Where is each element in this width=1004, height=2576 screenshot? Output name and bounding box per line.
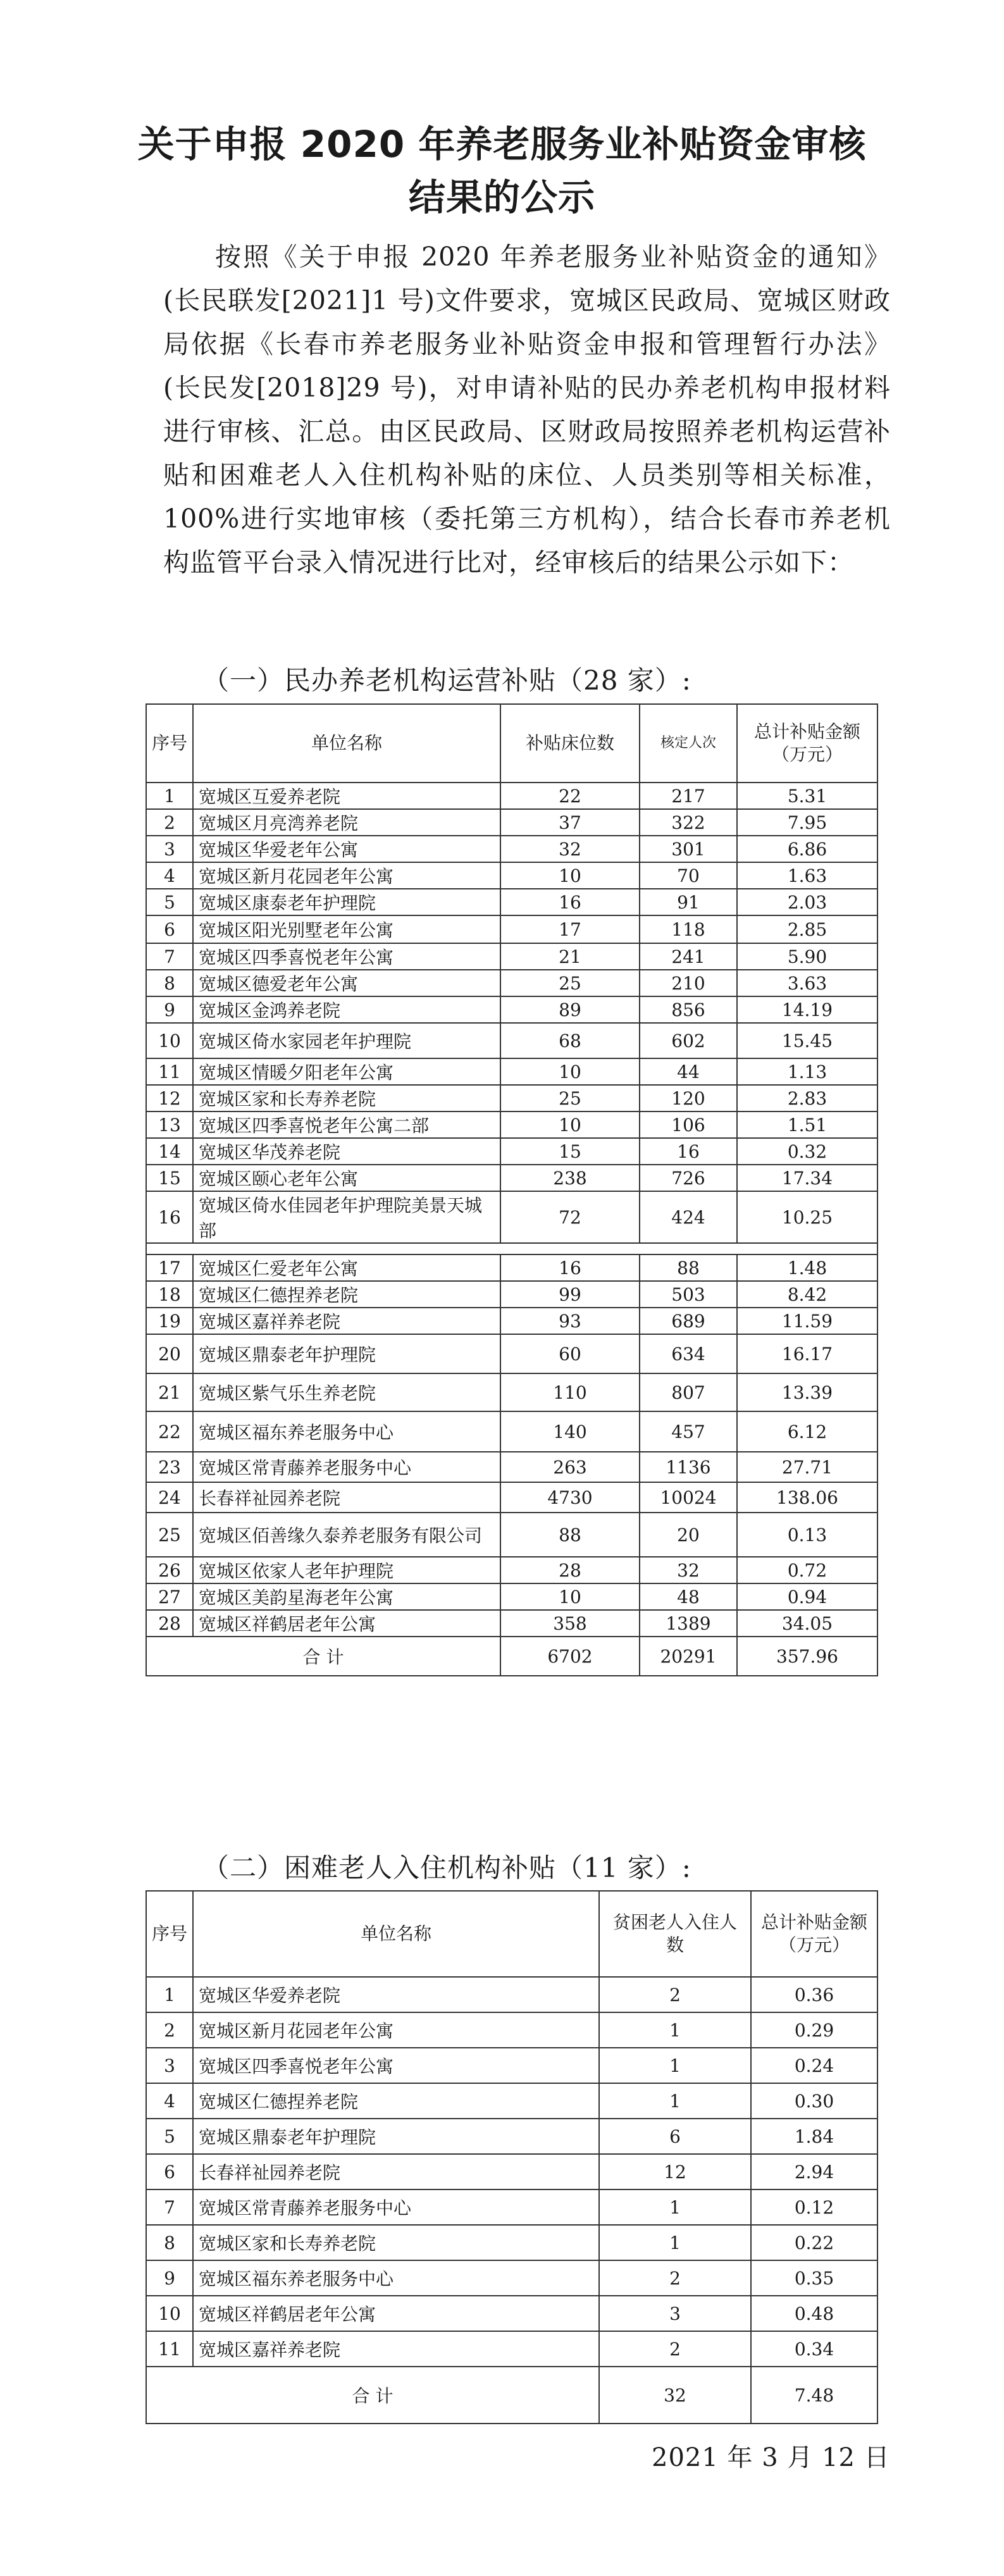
cell-unit-name: 宽城区德爱老年公寓 xyxy=(193,970,500,996)
cell-subsidized-beds: 99 xyxy=(500,1281,640,1308)
cell-approved-person-times: 44 xyxy=(640,1058,737,1085)
header-total-subsidy-amount: 总计补贴金额（万元） xyxy=(737,704,877,783)
cell-subsidized-beds: 110 xyxy=(500,1373,640,1411)
cell-poor-elderly-count: 1 xyxy=(599,2225,751,2260)
cell-unit-name: 宽城区颐心老年公寓 xyxy=(193,1165,500,1191)
cell-unit-name: 宽城区金鸿养老院 xyxy=(193,996,500,1023)
cell-total-subsidy-amount: 0.36 xyxy=(751,1977,877,2012)
total-approved-person-times: 20291 xyxy=(640,1637,737,1676)
table-row xyxy=(146,1373,877,1411)
cell-total-subsidy-amount: 0.12 xyxy=(751,2189,877,2225)
cell-total-subsidy-amount: 0.34 xyxy=(751,2331,877,2367)
cell-serial-no: 9 xyxy=(146,996,193,1023)
cell-subsidized-beds: 10 xyxy=(500,1058,640,1085)
cell-total-subsidy-amount: 0.13 xyxy=(737,1513,877,1557)
table-row xyxy=(146,1085,877,1112)
cell-total-subsidy-amount: 0.24 xyxy=(751,2048,877,2083)
cell-unit-name: 宽城区互爱养老院 xyxy=(193,783,500,809)
table-row xyxy=(146,2048,877,2083)
cell-subsidized-beds: 28 xyxy=(500,1557,640,1583)
cell-total-subsidy-amount: 14.19 xyxy=(737,996,877,1023)
table-row xyxy=(146,2083,877,2119)
table-row xyxy=(146,970,877,996)
cell-serial-no: 13 xyxy=(146,1112,193,1138)
document-title-line-1: 关于申报 2020 年养老服务业补贴资金审核 xyxy=(137,123,867,166)
table-row xyxy=(146,2225,877,2260)
cell-unit-name: 宽城区福东养老服务中心 xyxy=(193,1411,500,1452)
cell-unit-name: 宽城区仁爱老年公寓 xyxy=(193,1254,500,1281)
cell-approved-person-times: 32 xyxy=(640,1557,737,1583)
table-row xyxy=(146,1138,877,1165)
section-1-heading: （一）民办养老机构运营补贴（28 家）: xyxy=(202,665,691,696)
cell-subsidized-beds: 89 xyxy=(500,996,640,1023)
cell-subsidized-beds: 93 xyxy=(500,1308,640,1334)
header-unit-name: 单位名称 xyxy=(193,704,500,783)
cell-total-subsidy-amount: 0.94 xyxy=(737,1583,877,1610)
cell-unit-name: 宽城区新月花园老年公寓 xyxy=(193,862,500,889)
cell-approved-person-times: 88 xyxy=(640,1254,737,1281)
cell-total-subsidy-amount: 1.13 xyxy=(737,1058,877,1085)
table-header-row xyxy=(146,1891,877,1977)
cell-approved-person-times: 20 xyxy=(640,1513,737,1557)
cell-unit-name: 宽城区嘉祥养老院 xyxy=(193,2331,599,2367)
cell-serial-no: 16 xyxy=(146,1191,193,1243)
cell-subsidized-beds: 10 xyxy=(500,1583,640,1610)
cell-total-subsidy-amount: 0.35 xyxy=(751,2260,877,2296)
cell-total-subsidy-amount: 27.71 xyxy=(737,1452,877,1482)
cell-approved-person-times: 689 xyxy=(640,1308,737,1334)
table-row xyxy=(146,1281,877,1308)
header-unit-name: 单位名称 xyxy=(193,1891,599,1977)
cell-serial-no: 4 xyxy=(146,862,193,889)
cell-serial-no: 11 xyxy=(146,1058,193,1085)
header-total-subsidy-amount: 总计补贴金额（万元） xyxy=(751,1891,877,1977)
table-row xyxy=(146,1058,877,1085)
cell-approved-person-times: 91 xyxy=(640,889,737,915)
cell-total-subsidy-amount: 2.83 xyxy=(737,1085,877,1112)
cell-unit-name: 宽城区情暖夕阳老年公寓 xyxy=(193,1058,500,1085)
cell-subsidized-beds: 22 xyxy=(500,783,640,809)
cell-serial-no: 28 xyxy=(146,1610,193,1637)
table-row xyxy=(146,1977,877,2012)
cell-serial-no: 8 xyxy=(146,970,193,996)
cell-total-subsidy-amount: 17.34 xyxy=(737,1165,877,1191)
intro-paragraph: 按照《关于申报 2020 年养老服务业补贴资金的通知》(长民联发[2021]1 号)文件要求，宽城区民政局、宽城区财政局依据《长春市养老服务业补贴资金申报和管理暂行办法》(长民发[2018]29 号)，对申请补贴的民办养老机构申报材料进行审核、汇总。由区民政局、区财政局按照养老机构运营补贴和困难老人入住机构补贴的床位、人员类别等相关标准，100%进行实地审核（委托第三方机构），结合长春市养老机构监管平台录入情况进行比对，经审核后的结果公示如下： xyxy=(163,242,891,578)
cell-total-subsidy-amount: 3.63 xyxy=(737,970,877,996)
cell-serial-no: 8 xyxy=(146,2225,193,2260)
total-subsidy-amount: 357.96 xyxy=(737,1637,877,1676)
table-row xyxy=(146,862,877,889)
header-serial-no: 序号 xyxy=(146,1891,193,1977)
cell-approved-person-times: 241 xyxy=(640,943,737,970)
cell-total-subsidy-amount: 7.95 xyxy=(737,809,877,836)
operating-subsidy-table xyxy=(146,703,878,1676)
cell-approved-person-times: 70 xyxy=(640,862,737,889)
cell-total-subsidy-amount: 0.29 xyxy=(751,2012,877,2048)
document-title-line-2: 结果的公示 xyxy=(408,176,595,219)
cell-total-subsidy-amount: 5.90 xyxy=(737,943,877,970)
section-2-heading: （二）困难老人入住机构补贴（11 家）: xyxy=(202,1852,691,1883)
cell-serial-no: 1 xyxy=(146,783,193,809)
cell-poor-elderly-count: 1 xyxy=(599,2083,751,2119)
total-subsidized-beds: 6702 xyxy=(500,1637,640,1676)
table-row xyxy=(146,915,877,943)
cell-subsidized-beds: 25 xyxy=(500,1085,640,1112)
cell-poor-elderly-count: 2 xyxy=(599,2260,751,2296)
cell-subsidized-beds: 16 xyxy=(500,1254,640,1281)
cell-approved-person-times: 503 xyxy=(640,1281,737,1308)
table-row xyxy=(146,1583,877,1610)
cell-total-subsidy-amount: 6.86 xyxy=(737,836,877,862)
cell-total-subsidy-amount: 1.84 xyxy=(751,2119,877,2154)
cell-serial-no: 10 xyxy=(146,1023,193,1058)
cell-approved-person-times: 322 xyxy=(640,809,737,836)
cell-unit-name: 宽城区佰善缘久泰养老服务有限公司 xyxy=(193,1513,500,1557)
cell-approved-person-times: 301 xyxy=(640,836,737,862)
total-label: 合 计 xyxy=(146,1637,500,1676)
cell-approved-person-times: 602 xyxy=(640,1023,737,1058)
cell-serial-no: 9 xyxy=(146,2260,193,2296)
table-row xyxy=(146,1513,877,1557)
cell-unit-name: 长春祥祉园养老院 xyxy=(193,2154,599,2189)
cell-subsidized-beds: 17 xyxy=(500,915,640,943)
cell-subsidized-beds: 358 xyxy=(500,1610,640,1637)
cell-serial-no: 17 xyxy=(146,1254,193,1281)
total-label: 合 计 xyxy=(146,2367,599,2424)
cell-total-subsidy-amount: 0.32 xyxy=(737,1138,877,1165)
cell-total-subsidy-amount: 1.48 xyxy=(737,1254,877,1281)
cell-serial-no: 12 xyxy=(146,1085,193,1112)
cell-total-subsidy-amount: 0.30 xyxy=(751,2083,877,2119)
cell-serial-no: 26 xyxy=(146,1557,193,1583)
cell-approved-person-times: 634 xyxy=(640,1334,737,1373)
cell-subsidized-beds: 4730 xyxy=(500,1482,640,1513)
cell-poor-elderly-count: 6 xyxy=(599,2119,751,2154)
cell-serial-no: 11 xyxy=(146,2331,193,2367)
table-row xyxy=(146,1411,877,1452)
cell-total-subsidy-amount: 10.25 xyxy=(737,1191,877,1243)
cell-subsidized-beds: 60 xyxy=(500,1334,640,1373)
cell-approved-person-times: 217 xyxy=(640,783,737,809)
cell-unit-name: 宽城区新月花园老年公寓 xyxy=(193,2012,599,2048)
cell-unit-name: 宽城区华爱养老院 xyxy=(193,1977,599,2012)
cell-serial-no: 14 xyxy=(146,1138,193,1165)
cell-approved-person-times: 424 xyxy=(640,1191,737,1243)
table-row xyxy=(146,2012,877,2048)
cell-subsidized-beds: 37 xyxy=(500,809,640,836)
cell-subsidized-beds: 32 xyxy=(500,836,640,862)
cell-approved-person-times: 1136 xyxy=(640,1452,737,1482)
publication-date: 2021 年 3 月 12 日 xyxy=(652,2443,890,2472)
total-subsidy-amount: 7.48 xyxy=(751,2367,877,2424)
cell-unit-name: 宽城区阳光别墅老年公寓 xyxy=(193,915,500,943)
header-poor-elderly-count: 贫困老人入住人数 xyxy=(599,1891,751,1977)
cell-total-subsidy-amount: 16.17 xyxy=(737,1334,877,1373)
cell-approved-person-times: 726 xyxy=(640,1165,737,1191)
cell-approved-person-times: 120 xyxy=(640,1085,737,1112)
cell-poor-elderly-count: 1 xyxy=(599,2189,751,2225)
cell-unit-name: 宽城区月亮湾养老院 xyxy=(193,809,500,836)
cell-subsidized-beds: 21 xyxy=(500,943,640,970)
cell-approved-person-times: 48 xyxy=(640,1583,737,1610)
cell-serial-no: 5 xyxy=(146,2119,193,2154)
cell-unit-name: 宽城区祥鹤居老年公寓 xyxy=(193,2296,599,2331)
cell-approved-person-times: 210 xyxy=(640,970,737,996)
cell-serial-no: 2 xyxy=(146,2012,193,2048)
table-row xyxy=(146,1610,877,1637)
table-row xyxy=(146,889,877,915)
cell-unit-name: 宽城区鼎泰老年护理院 xyxy=(193,1334,500,1373)
cell-serial-no: 22 xyxy=(146,1411,193,1452)
poor-elderly-subsidy-table xyxy=(146,1890,878,2424)
table-row xyxy=(146,943,877,970)
cell-serial-no: 3 xyxy=(146,836,193,862)
cell-unit-name: 宽城区常青藤养老服务中心 xyxy=(193,1452,500,1482)
cell-serial-no: 19 xyxy=(146,1308,193,1334)
cell-total-subsidy-amount: 0.72 xyxy=(737,1557,877,1583)
table-row xyxy=(146,1191,877,1243)
cell-unit-name: 宽城区倚水家园老年护理院 xyxy=(193,1023,500,1058)
cell-serial-no: 6 xyxy=(146,2154,193,2189)
cell-total-subsidy-amount: 138.06 xyxy=(737,1482,877,1513)
cell-unit-name: 宽城区仁德捏养老院 xyxy=(193,2083,599,2119)
cell-poor-elderly-count: 1 xyxy=(599,2012,751,2048)
table-row xyxy=(146,2296,877,2331)
cell-serial-no: 1 xyxy=(146,1977,193,2012)
table-row xyxy=(146,1112,877,1138)
header-serial-no: 序号 xyxy=(146,704,193,783)
cell-poor-elderly-count: 1 xyxy=(599,2048,751,2083)
table-row xyxy=(146,996,877,1023)
cell-serial-no: 5 xyxy=(146,889,193,915)
table-gap-row xyxy=(146,1243,877,1254)
cell-unit-name: 宽城区倚水佳园老年护理院美景天城部 xyxy=(193,1191,500,1243)
cell-total-subsidy-amount: 8.42 xyxy=(737,1281,877,1308)
cell-serial-no: 24 xyxy=(146,1482,193,1513)
cell-subsidized-beds: 68 xyxy=(500,1023,640,1058)
cell-subsidized-beds: 15 xyxy=(500,1138,640,1165)
cell-subsidized-beds: 72 xyxy=(500,1191,640,1243)
cell-unit-name: 宽城区嘉祥养老院 xyxy=(193,1308,500,1334)
table-row xyxy=(146,836,877,862)
cell-unit-name: 宽城区祥鹤居老年公寓 xyxy=(193,1610,500,1637)
cell-unit-name: 宽城区家和长寿养老院 xyxy=(193,2225,599,2260)
cell-total-subsidy-amount: 1.63 xyxy=(737,862,877,889)
cell-subsidized-beds: 238 xyxy=(500,1165,640,1191)
cell-unit-name: 宽城区常青藤养老服务中心 xyxy=(193,2189,599,2225)
cell-poor-elderly-count: 2 xyxy=(599,2331,751,2367)
cell-total-subsidy-amount: 0.22 xyxy=(751,2225,877,2260)
cell-total-subsidy-amount: 6.12 xyxy=(737,1411,877,1452)
cell-subsidized-beds: 88 xyxy=(500,1513,640,1557)
table-row xyxy=(146,1254,877,1281)
cell-unit-name: 宽城区福东养老服务中心 xyxy=(193,2260,599,2296)
cell-serial-no: 10 xyxy=(146,2296,193,2331)
total-row xyxy=(146,1637,877,1676)
cell-subsidized-beds: 10 xyxy=(500,1112,640,1138)
cell-approved-person-times: 457 xyxy=(640,1411,737,1452)
cell-serial-no: 25 xyxy=(146,1513,193,1557)
table-row xyxy=(146,1452,877,1482)
cell-serial-no: 21 xyxy=(146,1373,193,1411)
cell-unit-name: 宽城区鼎泰老年护理院 xyxy=(193,2119,599,2154)
cell-unit-name: 宽城区仁德捏养老院 xyxy=(193,1281,500,1308)
table-row xyxy=(146,783,877,809)
cell-total-subsidy-amount: 1.51 xyxy=(737,1112,877,1138)
cell-poor-elderly-count: 12 xyxy=(599,2154,751,2189)
cell-unit-name: 宽城区康泰老年护理院 xyxy=(193,889,500,915)
cell-subsidized-beds: 25 xyxy=(500,970,640,996)
cell-serial-no: 18 xyxy=(146,1281,193,1308)
cell-serial-no: 3 xyxy=(146,2048,193,2083)
cell-approved-person-times: 106 xyxy=(640,1112,737,1138)
cell-subsidized-beds: 140 xyxy=(500,1411,640,1452)
cell-serial-no: 23 xyxy=(146,1452,193,1482)
cell-total-subsidy-amount: 5.31 xyxy=(737,783,877,809)
cell-unit-name: 宽城区四季喜悦老年公寓 xyxy=(193,2048,599,2083)
cell-total-subsidy-amount: 11.59 xyxy=(737,1308,877,1334)
table-row xyxy=(146,2154,877,2189)
header-subsidized-beds: 补贴床位数 xyxy=(500,704,640,783)
table-row xyxy=(146,1023,877,1058)
cell-unit-name: 宽城区家和长寿养老院 xyxy=(193,1085,500,1112)
cell-subsidized-beds: 16 xyxy=(500,889,640,915)
cell-unit-name: 长春祥祉园养老院 xyxy=(193,1482,500,1513)
cell-poor-elderly-count: 2 xyxy=(599,1977,751,2012)
table-row xyxy=(146,2260,877,2296)
table-row xyxy=(146,1308,877,1334)
cell-serial-no: 6 xyxy=(146,915,193,943)
cell-unit-name: 宽城区华茂养老院 xyxy=(193,1138,500,1165)
cell-approved-person-times: 118 xyxy=(640,915,737,943)
cell-total-subsidy-amount: 15.45 xyxy=(737,1023,877,1058)
cell-total-subsidy-amount: 2.03 xyxy=(737,889,877,915)
total-poor-elderly-count: 32 xyxy=(599,2367,751,2424)
table-gap-cell xyxy=(146,1243,877,1254)
cell-poor-elderly-count: 3 xyxy=(599,2296,751,2331)
cell-serial-no: 7 xyxy=(146,943,193,970)
cell-subsidized-beds: 10 xyxy=(500,862,640,889)
table-row xyxy=(146,1334,877,1373)
cell-total-subsidy-amount: 2.85 xyxy=(737,915,877,943)
cell-total-subsidy-amount: 2.94 xyxy=(751,2154,877,2189)
cell-unit-name: 宽城区四季喜悦老年公寓 xyxy=(193,943,500,970)
cell-total-subsidy-amount: 34.05 xyxy=(737,1610,877,1637)
cell-approved-person-times: 16 xyxy=(640,1138,737,1165)
cell-serial-no: 15 xyxy=(146,1165,193,1191)
cell-unit-name: 宽城区华爱老年公寓 xyxy=(193,836,500,862)
cell-approved-person-times: 807 xyxy=(640,1373,737,1411)
cell-subsidized-beds: 263 xyxy=(500,1452,640,1482)
table-row xyxy=(146,1557,877,1583)
table-row xyxy=(146,1482,877,1513)
cell-unit-name: 宽城区紫气乐生养老院 xyxy=(193,1373,500,1411)
cell-total-subsidy-amount: 13.39 xyxy=(737,1373,877,1411)
cell-unit-name: 宽城区依家人老年护理院 xyxy=(193,1557,500,1583)
cell-serial-no: 2 xyxy=(146,809,193,836)
table-row xyxy=(146,809,877,836)
cell-approved-person-times: 856 xyxy=(640,996,737,1023)
cell-serial-no: 4 xyxy=(146,2083,193,2119)
cell-total-subsidy-amount: 0.48 xyxy=(751,2296,877,2331)
cell-serial-no: 20 xyxy=(146,1334,193,1373)
total-row xyxy=(146,2367,877,2424)
table-row xyxy=(146,2331,877,2367)
table-row xyxy=(146,1165,877,1191)
header-approved-person-times: 核定人次 xyxy=(640,704,737,783)
cell-serial-no: 27 xyxy=(146,1583,193,1610)
table-header-row xyxy=(146,704,877,783)
table-row xyxy=(146,2189,877,2225)
table-row xyxy=(146,2119,877,2154)
cell-approved-person-times: 1389 xyxy=(640,1610,737,1637)
cell-serial-no: 7 xyxy=(146,2189,193,2225)
cell-approved-person-times: 10024 xyxy=(640,1482,737,1513)
cell-unit-name: 宽城区四季喜悦老年公寓二部 xyxy=(193,1112,500,1138)
cell-unit-name: 宽城区美韵星海老年公寓 xyxy=(193,1583,500,1610)
